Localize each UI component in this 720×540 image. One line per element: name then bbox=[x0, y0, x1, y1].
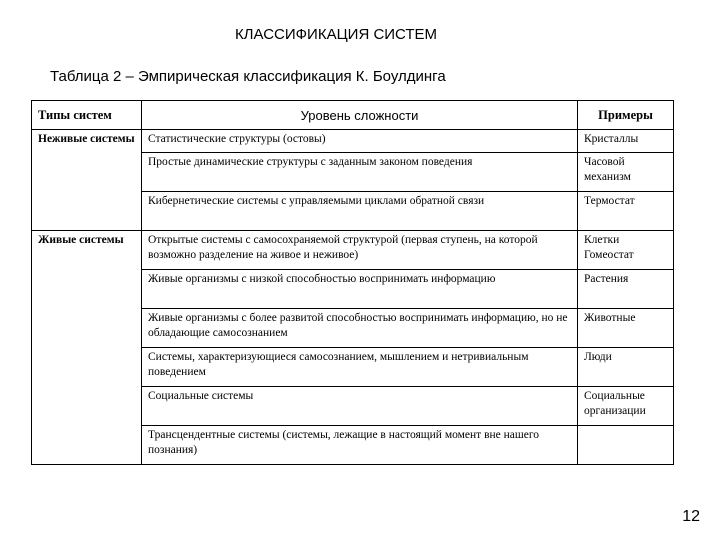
level-cell: Трансцендентные системы (системы, лежащие в настоящий момент вне нашего познания) bbox=[142, 426, 578, 465]
example-cell: Животные bbox=[578, 309, 674, 348]
example-cell: Термостат bbox=[578, 192, 674, 231]
table-row bbox=[32, 231, 674, 270]
table-caption: Таблица 2 – Эмпирическая классификация К. Боулдинга bbox=[50, 68, 446, 85]
header-complexity-level: Уровень сложности bbox=[142, 101, 578, 130]
example-cell: Клетки Гомеостат bbox=[578, 231, 674, 270]
slide-title: КЛАССИФИКАЦИЯ СИСТЕМ bbox=[234, 26, 438, 43]
type-cell-living: Живые системы bbox=[32, 231, 142, 465]
header-examples: Примеры bbox=[578, 101, 674, 130]
level-cell: Кибернетические системы с управляемыми циклами обратной связи bbox=[142, 192, 578, 231]
level-cell: Системы, характеризующиеся самосознанием, мышлением и нетривиальным поведением bbox=[142, 348, 578, 387]
classification-table bbox=[31, 100, 674, 465]
level-cell: Социальные системы bbox=[142, 387, 578, 426]
level-cell: Живые организмы с низкой способностью воспринимать информацию bbox=[142, 270, 578, 309]
level-cell: Статистические структуры (остовы) bbox=[142, 130, 578, 153]
level-cell: Открытые системы с самосохраняемой структурой (первая ступень, на которой возможно разделение на живое и неживое) bbox=[142, 231, 578, 270]
example-cell bbox=[578, 426, 674, 465]
table-header-row bbox=[32, 101, 674, 130]
level-cell: Простые динамические структуры с заданным законом поведения bbox=[142, 153, 578, 192]
example-cell: Люди bbox=[578, 348, 674, 387]
type-cell-nonliving: Неживые системы bbox=[32, 130, 142, 231]
example-cell: Социальные организации bbox=[578, 387, 674, 426]
header-system-types: Типы систем bbox=[32, 101, 142, 130]
example-cell: Кристаллы bbox=[578, 130, 674, 153]
example-cell: Растения bbox=[578, 270, 674, 309]
level-cell: Живые организмы с более развитой способностью воспринимать информацию, но не обладающие самосознанием bbox=[142, 309, 578, 348]
table-row bbox=[32, 130, 674, 153]
example-cell: Часовой механизм bbox=[578, 153, 674, 192]
page-number: 12 bbox=[682, 508, 700, 525]
